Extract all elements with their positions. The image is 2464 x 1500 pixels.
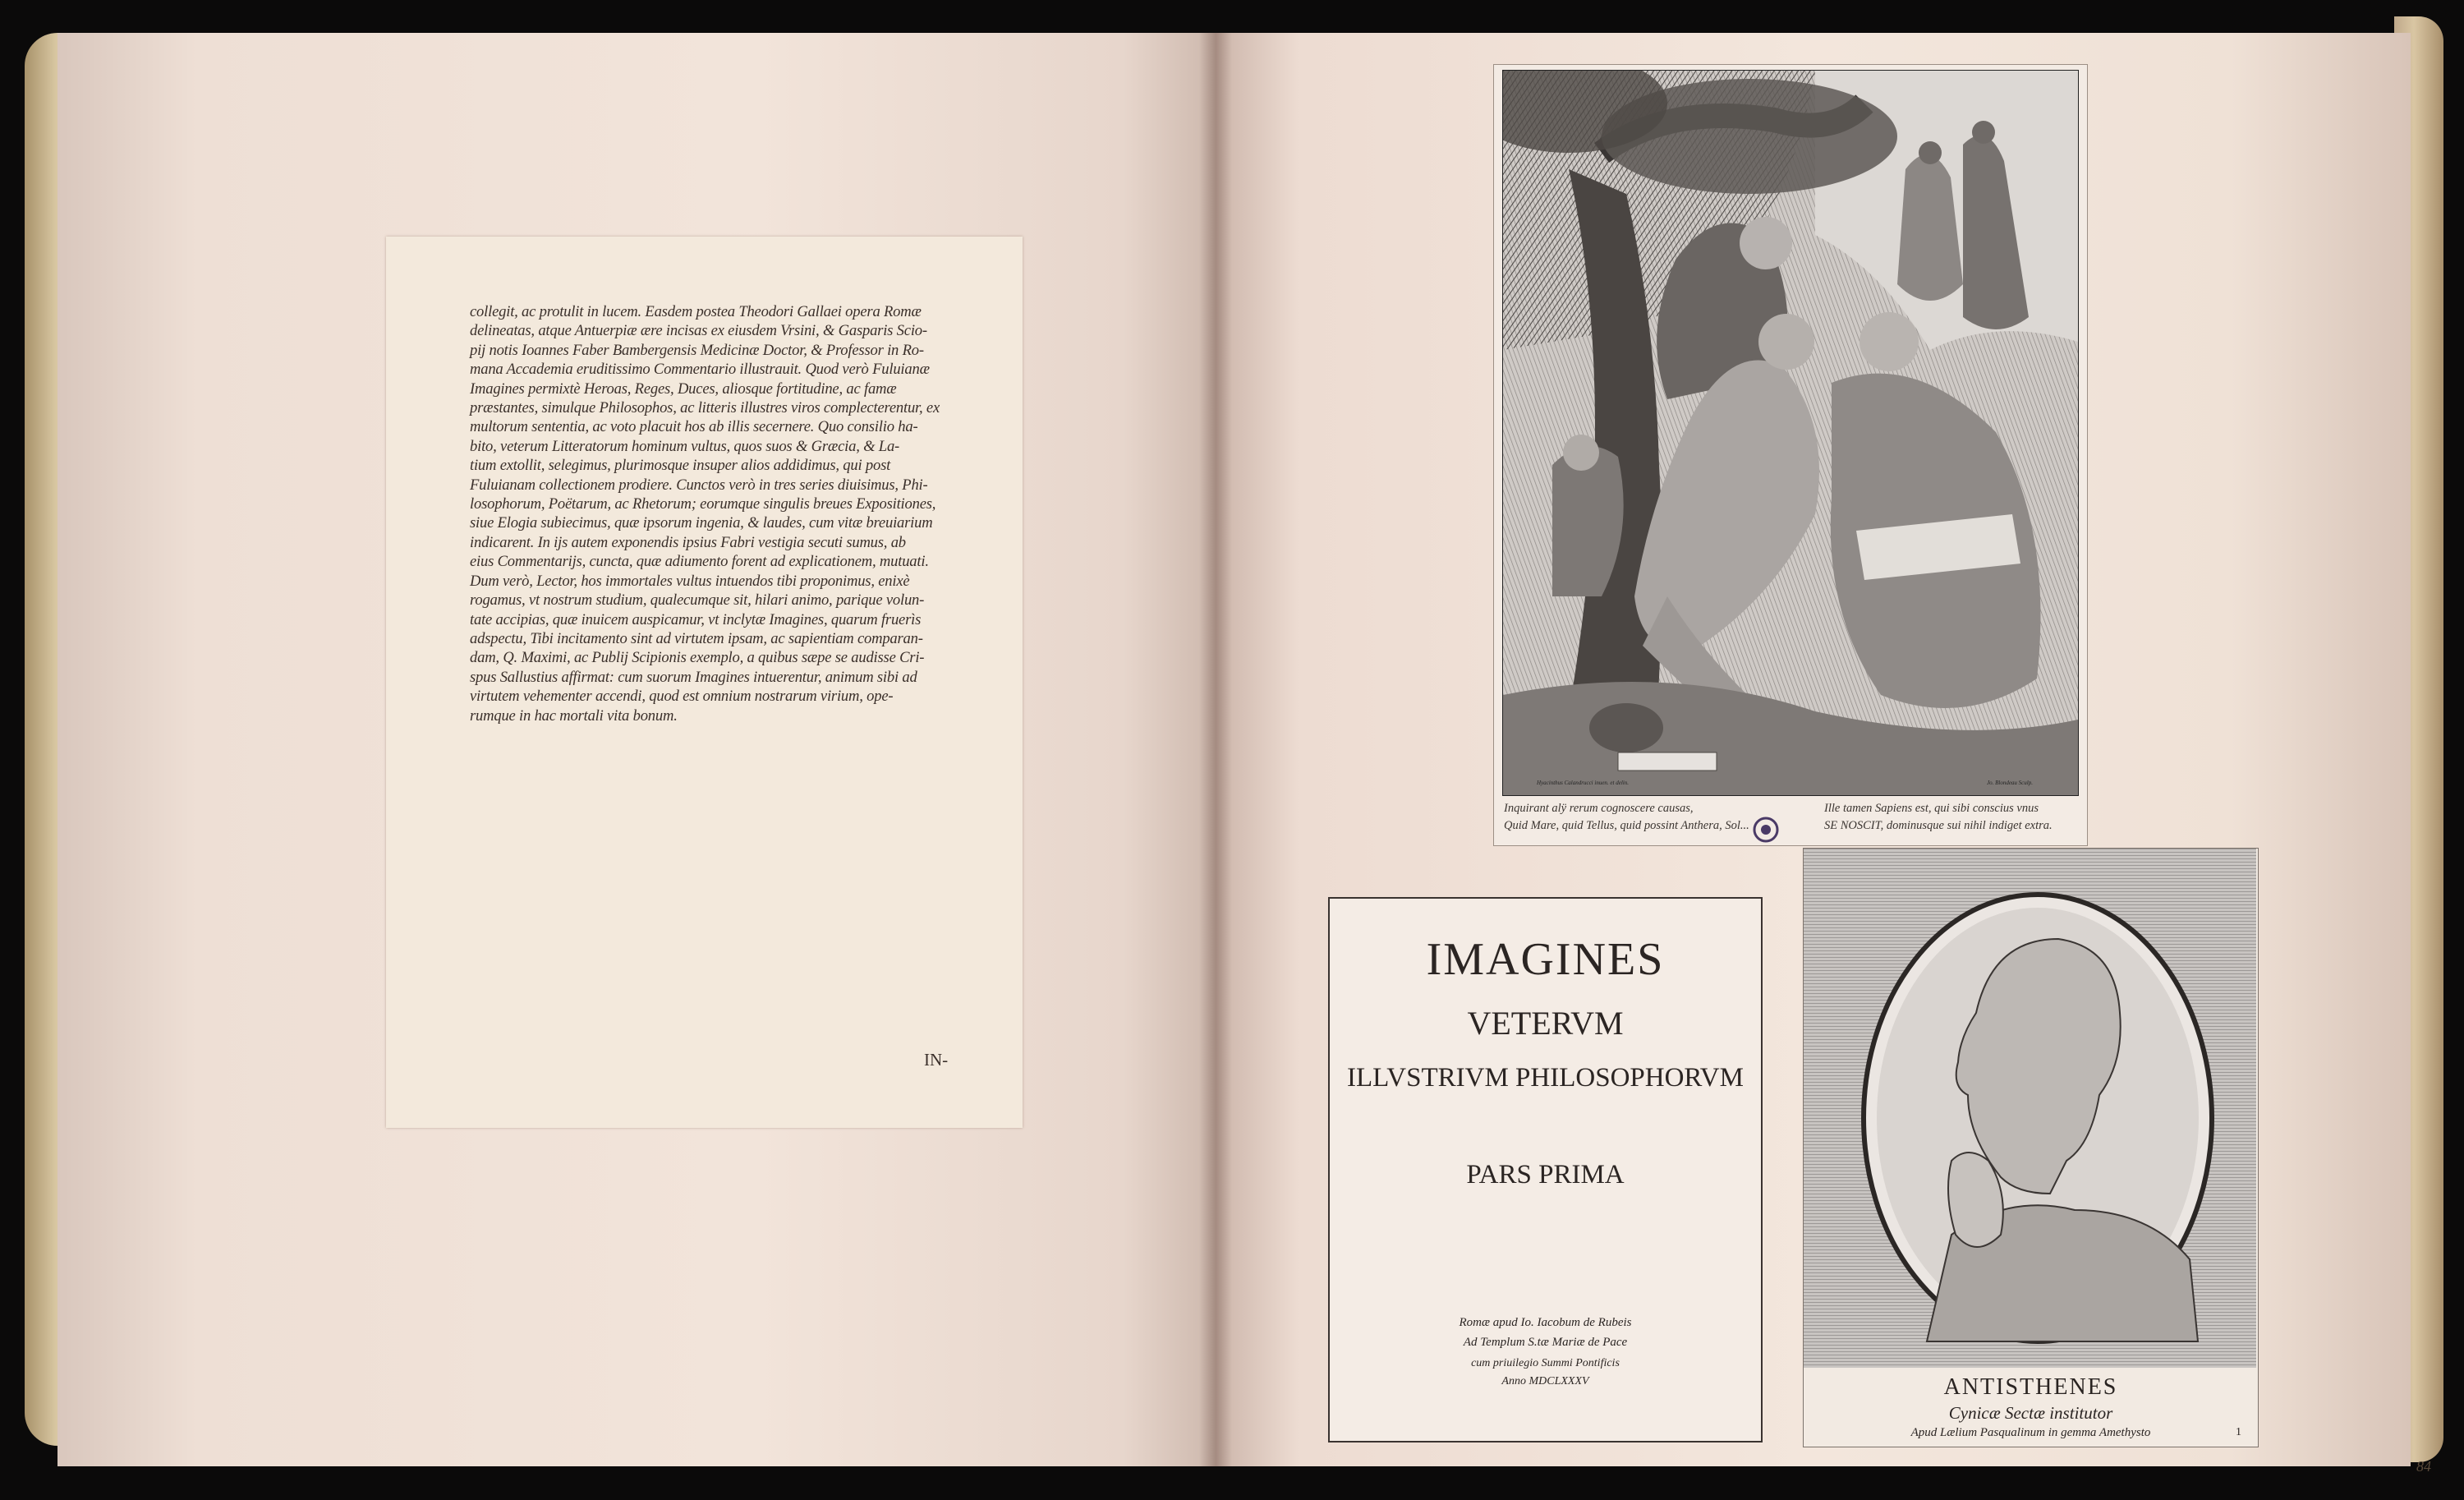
engraving-caption-right-2: SE NOSCIT, dominusque sui nihil indiget extra. (1824, 819, 2053, 832)
text-line: losophorum, Poëtarum, ac Rhetorum; eorumque singulis breues Expositiones, (470, 495, 936, 513)
folio-mark: 84 (2416, 1458, 2431, 1475)
text-line: præstantes, simulque Philosophos, ac litteris illustres viros complecterentur, ex (470, 399, 940, 417)
portrait-engraving-image (1804, 849, 2256, 1368)
text-line: dam, Q. Maximi, ac Publij Scipionis exemplo, a quibus sæpe se audisse Cri- (470, 649, 925, 667)
portrait-number: 1 (2236, 1426, 2241, 1438)
engraving-caption-left-2: Quid Mare, quid Tellus, quid possint Anthera, Sol... (1504, 819, 1749, 832)
text-line: pij notis Ioannes Faber Bambergensis Medicinæ Doctor, & Professor in Ro- (470, 341, 924, 359)
title-line-pars-prima: PARS PRIMA (1466, 1160, 1625, 1189)
imprint-line-3: cum priuilegio Summi Pontificis (1471, 1357, 1620, 1369)
portrait-name: ANTISTHENES (1943, 1374, 2118, 1400)
text-line: Fuluianam collectionem prodiere. Cunctos verò in tres series diuisimus, Phi- (470, 476, 928, 494)
portrait-source: Apud Lælium Pasqualinum in gemma Amethysto (1910, 1426, 2151, 1439)
imprint-line-2: Ad Templum S.tæ Mariæ de Pace (1463, 1336, 1628, 1349)
engraving-sculptor-credit: Jo. Blondeau Sculp. (1987, 780, 2033, 786)
engraving-caption-right-1: Ille tamen Sapiens est, qui sibi conscius vnus (1824, 802, 2039, 815)
text-line: multorum sententia, ac voto placuit hos ab illis secernere. Quo consilio ha- (470, 418, 918, 436)
text-line: tium extollit, selegimus, plurimosque insuper alios addidimus, qui post (470, 457, 891, 475)
engraving-caption-left-1: Inquirant alÿ rerum cognoscere causas, (1504, 802, 1694, 815)
title-page (1328, 897, 1763, 1442)
text-line: Imagines permixtè Heroas, Reges, Duces, aliosque fortitudine, ac famæ (470, 380, 897, 398)
latin-preface-text (470, 302, 987, 725)
text-slip (386, 237, 1023, 1128)
catchword: IN- (924, 1050, 949, 1070)
title-line-imagines: IMAGINES (1426, 934, 1665, 985)
antisthenes-portrait (1803, 848, 2259, 1447)
title-line-philosophorum: ILLVSTRIVM PHILOSOPHORVM (1347, 1063, 1744, 1093)
text-line: adspectu, Tibi incitamento sint ad virtutem ipsam, ac sapientiam comparan- (470, 629, 923, 647)
imprint-line-1: Romæ apud Io. Iacobum de Rubeis (1459, 1316, 1632, 1329)
text-line: spus Sallustius affirmat: cum suorum Imagines intuerentur, animum sibi ad (470, 668, 917, 686)
text-line: indicarent. In ijs autem exponendis ipsius Fabri vestigia secuti sumus, ab (470, 533, 906, 551)
text-line: mana Accademia eruditissimo Commentario illustrauit. Quod verò Fuluianæ (470, 361, 930, 379)
book-gutter (1199, 33, 1232, 1466)
engraving-inventor-credit: Hyacinthus Calandrucci inuen. et delin. (1537, 780, 1629, 786)
text-line: delineatas, atque Antuerpiæ ære incisas ex eiusdem Vrsini, & Gasparis Scio- (470, 322, 927, 340)
text-line: siue Elogia subiecimus, quæ ipsorum ingenia, & laudes, cum vitæ breuiarium (470, 514, 933, 532)
philosophers-engraving (1493, 64, 2088, 846)
text-line: rumque in hac mortali vita bonum. (470, 706, 678, 725)
text-line: collegit, ac protulit in lucem. Easdem postea Theodori Gallaei opera Romæ (470, 303, 922, 320)
text-line: tate accipias, quæ inuicem auspicamur, vt inclytæ Imagines, quarum fruerìs (470, 610, 922, 628)
portrait-subtitle: Cynicæ Sectæ institutor (1948, 1403, 2113, 1423)
imprint-line-4: Anno MDCLXXXV (1501, 1375, 1589, 1387)
text-line: Dum verò, Lector, hos immortales vultus intuendos tibi proponimus, enixè (470, 572, 910, 590)
text-line: eius Commentarijs, cuncta, quæ adiumento forent ad explicationem, mutuati. (470, 553, 929, 571)
title-line-veterum: VETERVM (1467, 1005, 1624, 1042)
engraving-image (1502, 70, 2079, 796)
library-stamp (1737, 813, 1795, 846)
text-line: virtutem vehementer accendi, quod est omnium nostrarum virium, ope- (470, 688, 894, 706)
text-line: rogamus, vt nostrum studium, qualecumque sit, hilari animo, parique volun- (470, 591, 925, 610)
text-line: bito, veterum Litteratorum hominum vultus, quos suos & Græcia, & La- (470, 437, 900, 455)
